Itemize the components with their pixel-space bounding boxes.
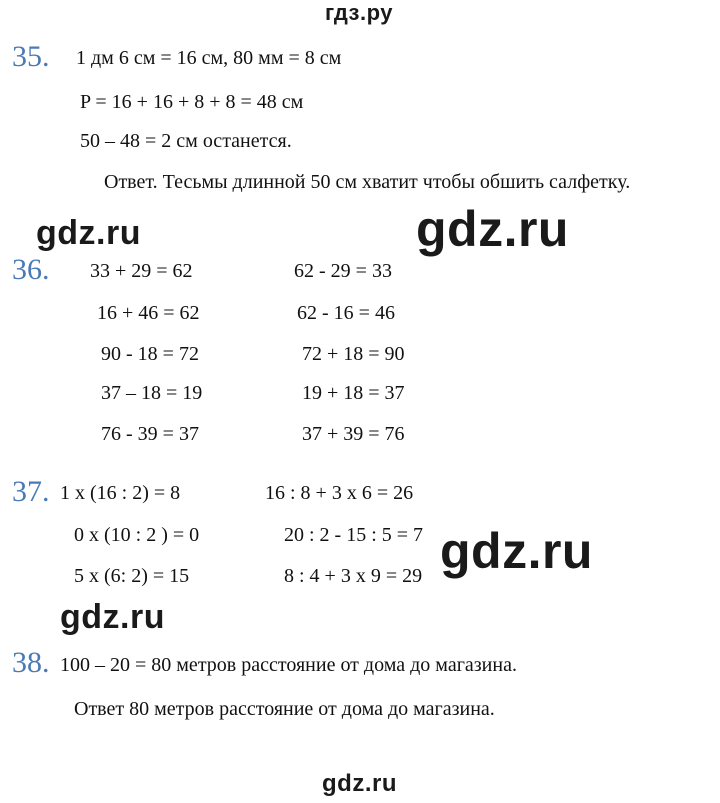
task-35-line: 1 дм 6 см = 16 см, 80 мм = 8 см [76, 47, 342, 69]
task-37-right-eq: 8 : 4 + 3 x 9 = 29 [284, 565, 423, 587]
watermark: gdz.ru [36, 214, 141, 252]
task-35-line: P = 16 + 16 + 8 + 8 = 48 см [80, 91, 304, 113]
task-36-left-eq: 90 - 18 = 72 [101, 343, 199, 365]
watermark-footer: gdz.ru [322, 770, 397, 797]
task-37-number: 37. [12, 475, 50, 508]
task-37-left-eq: 0 x (10 : 2 ) = 0 [74, 524, 200, 546]
task-37-left-eq: 5 x (6: 2) = 15 [74, 565, 190, 587]
task-36-right-eq: 62 - 16 = 46 [297, 302, 395, 324]
watermark-header: гдз.ру [325, 0, 393, 25]
watermark: gdz.ru [416, 201, 569, 257]
task-36-number: 36. [12, 253, 50, 286]
task-36-left-eq: 16 + 46 = 62 [97, 302, 200, 324]
task-38-line: 100 – 20 = 80 метров расстояние от дома до магазина. [60, 654, 517, 676]
task-38-number: 38. [12, 646, 50, 679]
watermark: gdz.ru [440, 523, 593, 579]
task-35-line: 50 – 48 = 2 см останется. [80, 130, 292, 152]
task-36-right-eq: 19 + 18 = 37 [302, 382, 405, 404]
watermark: gdz.ru [60, 598, 165, 636]
task-36-right-eq: 72 + 18 = 90 [302, 343, 405, 365]
task-36-right-eq: 37 + 39 = 76 [302, 423, 405, 445]
task-37-right-eq: 20 : 2 - 15 : 5 = 7 [284, 524, 424, 546]
task-36-left-eq: 76 - 39 = 37 [101, 423, 199, 445]
task-35-number: 35. [12, 40, 50, 73]
task-36-left-eq: 37 – 18 = 19 [101, 382, 203, 404]
task-36-left-eq: 33 + 29 = 62 [90, 260, 193, 282]
task-37-left-eq: 1 x (16 : 2) = 8 [60, 482, 181, 504]
task-36-right-eq: 62 - 29 = 33 [294, 260, 392, 282]
task-37-right-eq: 16 : 8 + 3 x 6 = 26 [265, 482, 414, 504]
task-38-answer: Ответ 80 метров расстояние от дома до магазина. [74, 698, 495, 720]
task-35-answer: Ответ. Тесьмы длинной 50 см хватит чтобы обшить салфетку. [104, 171, 631, 193]
